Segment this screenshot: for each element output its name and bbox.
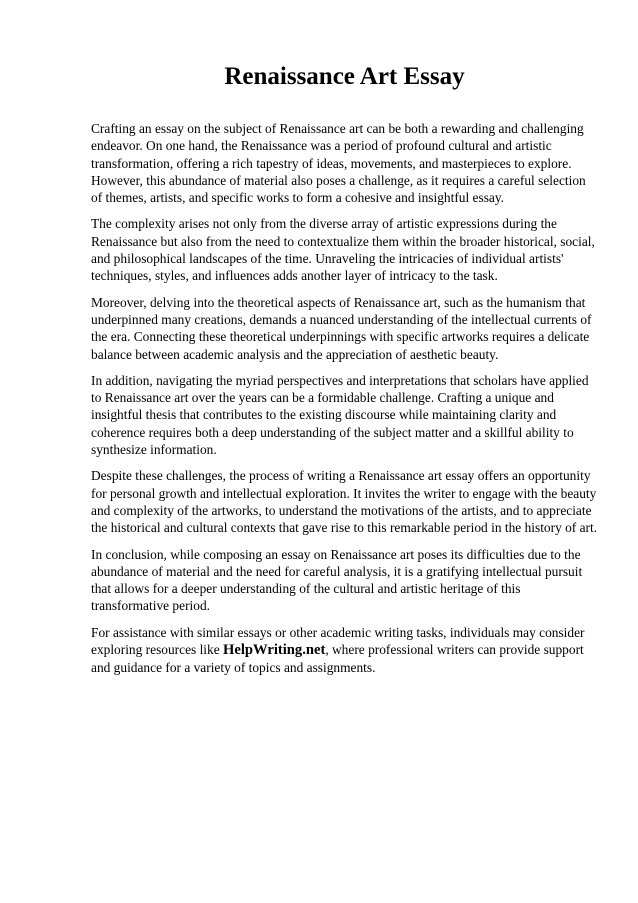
closing-paragraph <box>91 624 598 677</box>
paragraph-4: In addition, navigating the myriad perspectives and interpretations that scholars have applied to Renaissance art over the years can be a formidable challenge. Crafting a unique and insightful thesis that contributes to the existing discourse while maintaining clarity and coherence requires both a deep understanding of the subject matter and a skillful ability to synthesize information. <box>91 372 589 458</box>
closing-text-after: , where professional writers can provide support and guidance for a variety of topics and assignments. <box>91 642 584 676</box>
paragraph-6: In conclusion, while composing an essay on Renaissance art poses its difficulties due to the abundance of material and the need for careful analysis, it is a gratifying intellectual pursuit that allows for a deeper understanding of the cultural and artistic heritage of this transformative period. <box>91 546 583 614</box>
closing-text-before: For assistance with similar essays or other academic writing tasks, individuals may consider exploring resources like <box>91 624 585 658</box>
document-title: Renaissance Art Essay <box>224 63 465 90</box>
paragraph-1: Crafting an essay on the subject of Renaissance art can be both a rewarding and challenging endeavor. On one hand, the Renaissance was a period of profound cultural and artistic transformation, offering a rich tapestry of ideas, movements, and masterpieces to explore. However, this abundance of material also poses a challenge, as it requires a careful selection of themes, artists, and specific works to form a cohesive and insightful essay. <box>91 121 586 206</box>
paragraph-2: The complexity arises not only from the diverse array of artistic expressions during the Renaissance but also from the need to contextualize them within the broader historical, social, and philosophical landscapes of the time. Unraveling the intricacies of individual artists' techniques, styles, and influences adds another layer of intricacy to the task. <box>91 216 595 284</box>
paragraph-3: Moreover, delving into the theoretical aspects of Renaissance art, such as the humanism that underpinned many creations, demands a nuanced understanding of the intellectual currents of the era. Connecting these theoretical underpinnings with specific artworks requires a delicate balance between academic analysis and the appreciation of aesthetic beauty. <box>91 294 592 362</box>
paragraph-5: Despite these challenges, the process of writing a Renaissance art essay offers an opportunity for personal growth and intellectual exploration. It invites the writer to engage with the beauty and complexity of the artworks, to understand the motivations of the artists, and to appreciate the historical and cultural contexts that gave rise to this remarkable period in the history of art. <box>91 468 598 536</box>
brand-name: HelpWriting.net <box>223 642 326 659</box>
